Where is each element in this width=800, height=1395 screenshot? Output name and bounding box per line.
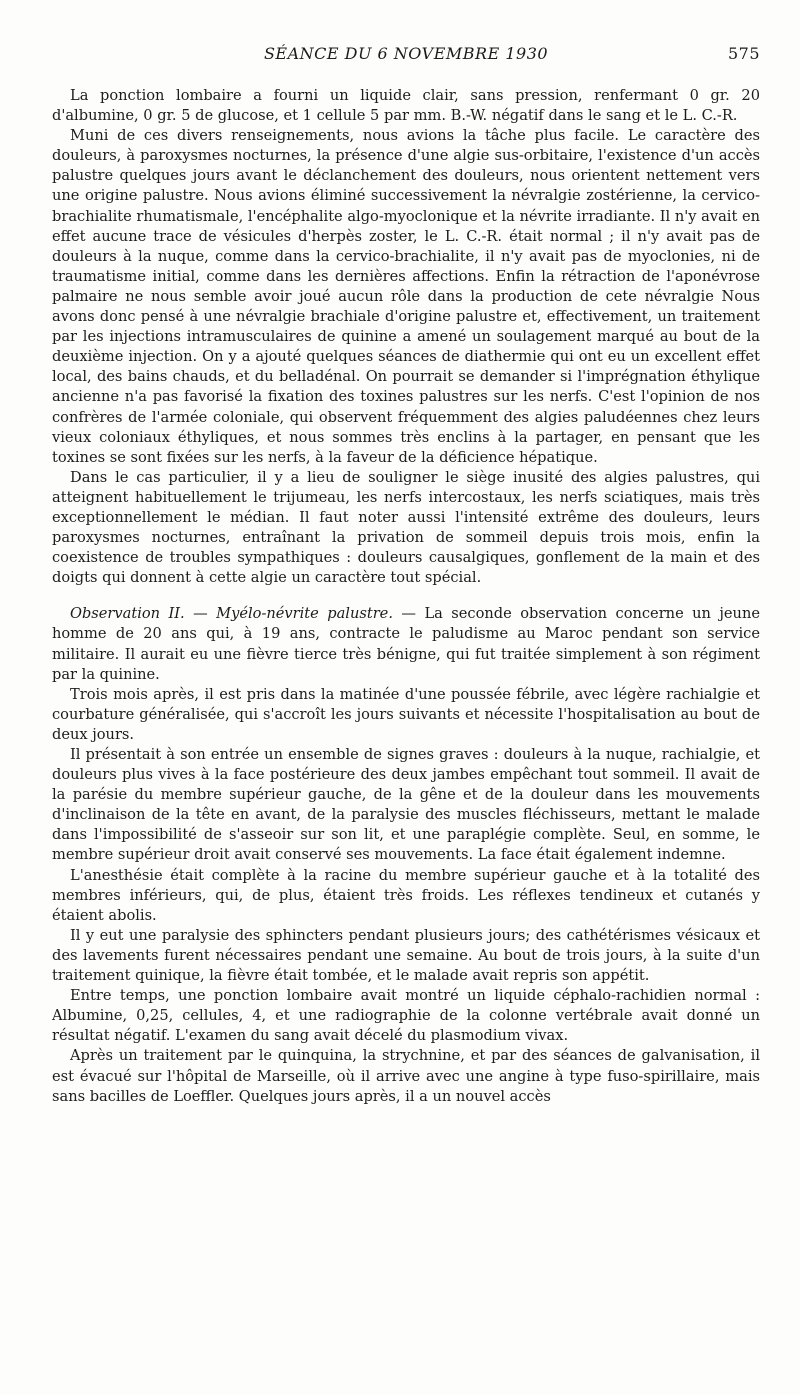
paragraph: Entre temps, une ponction lombaire avait montré un liquide céphalo-rachidien normal : Albumine, 0,25, cellules, 4, et une radiographie de la colonne vertébrale avait donné un résultat négatif. L'examen du sang avait décelé du plasmodium vivax.	[52, 987, 760, 1045]
body-text	[52, 86, 760, 1107]
observation-dash: —	[184, 605, 217, 623]
paragraph: Après un traitement par le quinquina, la strychnine, et par des séances de galvanisation, il est évacué sur l'hôpital de Marseille, où il arrive avec une angine à type fuso-spirillaire, mais sans bacilles de Loeffler. Quelques jours après, il a un nouvel accès	[52, 1047, 760, 1105]
observation-dash: —	[392, 605, 425, 623]
paragraph: Dans le cas particulier, il y a lieu de souligner le siège inusité des algies palustres, qui atteignent habituellement le trijumeau, les nerfs intercostaux, les nerfs sciatiques, mais très exceptionnellement le médian. Il faut noter aussi l'intensité extrême des douleurs, leurs paroxysmes nocturnes, entraînant la privation de sommeil depuis trois mois, enfin la coexistence de troubles sympathiques : douleurs causalgiques, gonflement de la main et des doigts qui donnent à cette algie un caractère tout spécial.	[52, 468, 760, 587]
page-number: 575	[727, 44, 760, 63]
observation-paragraph	[52, 604, 760, 684]
observation-text: La seconde observation concerne un jeune homme de 20 ans qui, à 19 ans, contracte le paludisme au Maroc pendant son service militaire. Il aurait eu une fièvre tierce très bénigne, qui fut traitée simplement à son régiment par la quinine.	[52, 605, 760, 683]
running-header	[52, 44, 760, 66]
paragraph: L'anesthésie était complète à la racine du membre supérieur gauche et à la totalité des membres inférieurs, qui, de plus, étaient très froids. Les réflexes tendineux et cutanés y étaient abolis.	[52, 866, 760, 924]
observation-title: Myélo-névrite palustre.	[216, 605, 393, 623]
paragraph: Il présentait à son entrée un ensemble de signes graves : douleurs à la nuque, rachialgie, et douleurs plus vives à la face postérieure des deux jambes empêchant tout sommeil. Il avait de la parésie du membre supérieur gauche, de la gêne et de la douleur dans les mouvements d'inclinaison de la tête en avant, de la paralysie des muscles fléchisseurs, mettant le malade dans l'impossibilité de s'asseoir sur son lit, et une paraplégie complète. Seul, en somme, le membre supérieur droit avait conservé ses mouvements. La face était également indemne.	[52, 746, 760, 864]
paragraph: Trois mois après, il est pris dans la matinée d'une poussée fébrile, avec légère rachialgie et courbature généralisée, qui s'accroît les jours suivants et nécessite l'hospitalisation au bout de deux jours.	[52, 685, 760, 743]
paragraph: Muni de ces divers renseignements, nous avions la tâche plus facile. Le caractère des douleurs, à paroxysmes nocturnes, la présence d'une algie sus-orbitaire, l'existence d'un accès palustre quelques jours avant le déclanchement des douleurs, nous orientent nettement vers une origine palustre. Nous avions éliminé successivement la névralgie zostérienne, la cervico-brachialite rhumatismale, l'encéphalite algo-myoclonique et la névrite irradiante. Il n'y avait en effet aucune trace de vésicules d'herpès zoster, le L. C.-R. était normal ; il n'y avait pas de douleurs à la nuque, comme dans la cervico-brachialite, il n'y avait pas de myoclonies, ni de traumatisme initial, comme dans les dernières affections. Enfin la rétraction de l'aponévrose palmaire ne nous semble avoir joué aucun rôle dans la production de cete névralgie Nous avons donc pensé à une névralgie brachiale d'origine palustre et, effectivement, un traitement par les injections intramusculaires de quinine a amené un soulagement marqué au bout de la deuxième injection. On y a ajouté quelques séances de diathermie qui ont eu un excellent effet local, des bains chauds, et du belladénal. On pourrait se demander si l'imprégnation éthylique ancienne n'a pas favorisé la fixation des toxines palustres sur les nerfs. C'est l'opinion de nos confrères de l'armée coloniale, qui observent fréquemment des algies paludéennes chez leurs vieux coloniaux éthyliques, et nous sommes très enclins à la partager, en pensant que les toxines se sont fixées sur les nerfs, à la faveur de la déficience hépatique.	[52, 127, 760, 466]
header-title: SÉANCE DU 6 NOVEMBRE 1930	[263, 44, 549, 63]
observation-label: Observation II.	[70, 605, 185, 623]
paragraph: La ponction lombaire a fourni un liquide clair, sans pression, renfermant 0 gr. 20 d'albumine, 0 gr. 5 de glucose, et 1 cellule 5 par mm. B.-W. négatif dans le sang et le L. C.-R.	[52, 87, 760, 125]
paragraph: Il y eut une paralysie des sphincters pendant plusieurs jours; des cathétérismes vésicaux et des lavements furent nécessaires pendant une semaine. Au bout de trois jours, à la suite d'un traitement quinique, la fièvre était tombée, et le malade avait repris son appétit.	[52, 926, 760, 985]
